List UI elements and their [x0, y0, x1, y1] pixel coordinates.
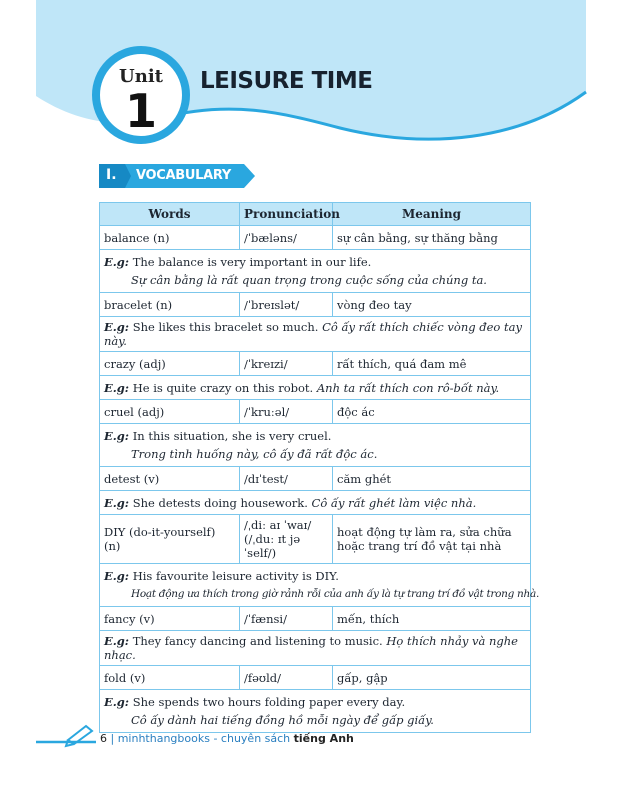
- example-cell: [100, 564, 539, 607]
- example-row: [100, 317, 531, 352]
- example-cell: [100, 250, 531, 293]
- table-row: [100, 293, 531, 317]
- table-row: [100, 607, 531, 631]
- example-row: [100, 564, 531, 607]
- example-en: He is quite crazy on this robot.: [132, 380, 314, 395]
- footer-brand: minhthangbooks - chuyên sách: [117, 732, 291, 745]
- vocabulary-table: [99, 202, 539, 733]
- footer-brand-strong: tiếng Anh: [293, 732, 354, 745]
- word-cell: balance (n): [100, 226, 240, 250]
- meaning-cell: hoạt động tự làm ra, sửa chữa hoặc trang trí đồ vật tại nhà: [333, 515, 531, 564]
- section-title: VOCABULARY: [136, 168, 232, 183]
- example-label: E.g:: [104, 569, 130, 583]
- table-row: [100, 467, 531, 491]
- table-header-row: [100, 203, 531, 226]
- example-row: [100, 690, 531, 733]
- example-label: E.g:: [104, 429, 130, 443]
- example-vi: Anh ta rất thích con rô-bốt này.: [316, 380, 500, 395]
- example-vi: Cô ấy dành hai tiếng đồng hồ mỗi ngày để gấp giấy.: [131, 713, 434, 727]
- example-vi: Sự cân bằng là rất quan trọng trong cuộc sống của chúng ta.: [131, 273, 487, 287]
- word-cell: detest (v): [100, 467, 240, 491]
- meaning-cell: vòng đeo tay: [333, 293, 531, 317]
- example-en: She detests doing housework.: [132, 495, 308, 510]
- example-cell: [100, 424, 531, 467]
- example-vi: Trong tình huống này, cô ấy đã rất độc ác.: [131, 447, 378, 461]
- example-label: E.g:: [104, 320, 130, 334]
- table-row: [100, 226, 531, 250]
- example-cell: [100, 376, 531, 400]
- meaning-cell: rất thích, quá đam mê: [333, 352, 531, 376]
- unit-title: LEISURE TIME: [200, 68, 373, 94]
- unit-label: Unit: [119, 66, 163, 87]
- example-vi: Cô ấy rất thích chiếc vòng đeo tay này.: [104, 320, 522, 348]
- example-label: E.g:: [104, 255, 130, 269]
- pronunciation-line: /ˌdiː aɪ ˈwaɪ/: [244, 518, 312, 532]
- pronunciation-cell: [240, 515, 333, 564]
- example-en: She likes this bracelet so much.: [132, 320, 319, 334]
- pronunciation-cell: /ˈkruːəl/: [240, 400, 333, 424]
- example-en: The balance is very important in our life.: [132, 255, 372, 269]
- pronunciation-cell: /fəʊld/: [240, 666, 333, 690]
- example-cell: [100, 690, 531, 733]
- example-label: E.g:: [104, 495, 130, 510]
- header-pronunciation: Pronunciation: [240, 203, 333, 226]
- word-cell: crazy (adj): [100, 352, 240, 376]
- meaning-cell: mến, thích: [333, 607, 531, 631]
- example-row: [100, 376, 531, 400]
- example-vi: Họ thích nhảy và nghe nhạc.: [104, 634, 518, 662]
- example-label: E.g:: [104, 380, 130, 395]
- example-vi: Hoạt động ưa thích trong giờ rảnh rỗi của anh ấy là tự trang trí đồ vật trong nhà.: [131, 588, 539, 600]
- meaning-cell: căm ghét: [333, 467, 531, 491]
- example-label: E.g:: [104, 634, 130, 648]
- example-en: They fancy dancing and listening to music.: [132, 634, 383, 648]
- word-cell: fancy (v): [100, 607, 240, 631]
- example-row: [100, 491, 531, 515]
- section-number: I.: [106, 167, 117, 183]
- table-row: [100, 400, 531, 424]
- pronunciation-cell: /dɪˈtest/: [240, 467, 333, 491]
- table-row: [100, 352, 531, 376]
- header-words: Words: [100, 203, 240, 226]
- pronunciation-cell: /ˈbreɪslət/: [240, 293, 333, 317]
- unit-badge: [92, 46, 190, 144]
- example-en: His favourite leisure activity is DIY.: [132, 569, 339, 583]
- footer: [100, 732, 354, 745]
- pronunciation-line-alt: (/ˌduː ɪt jəˈself/): [244, 532, 301, 560]
- footer-separator: |: [110, 732, 115, 745]
- unit-number: 1: [124, 84, 157, 138]
- example-en: In this situation, she is very cruel.: [132, 429, 332, 443]
- example-cell: [100, 317, 531, 352]
- table-row: [100, 515, 531, 564]
- pronunciation-cell: /ˈbæləns/: [240, 226, 333, 250]
- meaning-cell: độc ác: [333, 400, 531, 424]
- example-row: [100, 424, 531, 467]
- table-row: [100, 666, 531, 690]
- pronunciation-cell: /ˈkreɪzi/: [240, 352, 333, 376]
- example-cell: [100, 631, 531, 666]
- example-en: She spends two hours folding paper every day.: [132, 695, 406, 709]
- example-row: [100, 250, 531, 293]
- page-number: 6: [100, 732, 107, 745]
- example-label: E.g:: [104, 695, 130, 709]
- example-row: [100, 631, 531, 666]
- example-cell: [100, 491, 531, 515]
- word-cell: bracelet (n): [100, 293, 240, 317]
- meaning-cell: sự cân bằng, sự thăng bằng: [333, 226, 531, 250]
- pronunciation-cell: /ˈfænsi/: [240, 607, 333, 631]
- meaning-cell: gấp, gập: [333, 666, 531, 690]
- word-cell: fold (v): [100, 666, 240, 690]
- header-meaning: Meaning: [333, 203, 531, 226]
- pen-icon: [36, 722, 106, 748]
- example-vi: Cô ấy rất ghét làm việc nhà.: [311, 495, 477, 510]
- word-cell: cruel (adj): [100, 400, 240, 424]
- word-cell: DIY (do-it-yourself) (n): [100, 515, 240, 564]
